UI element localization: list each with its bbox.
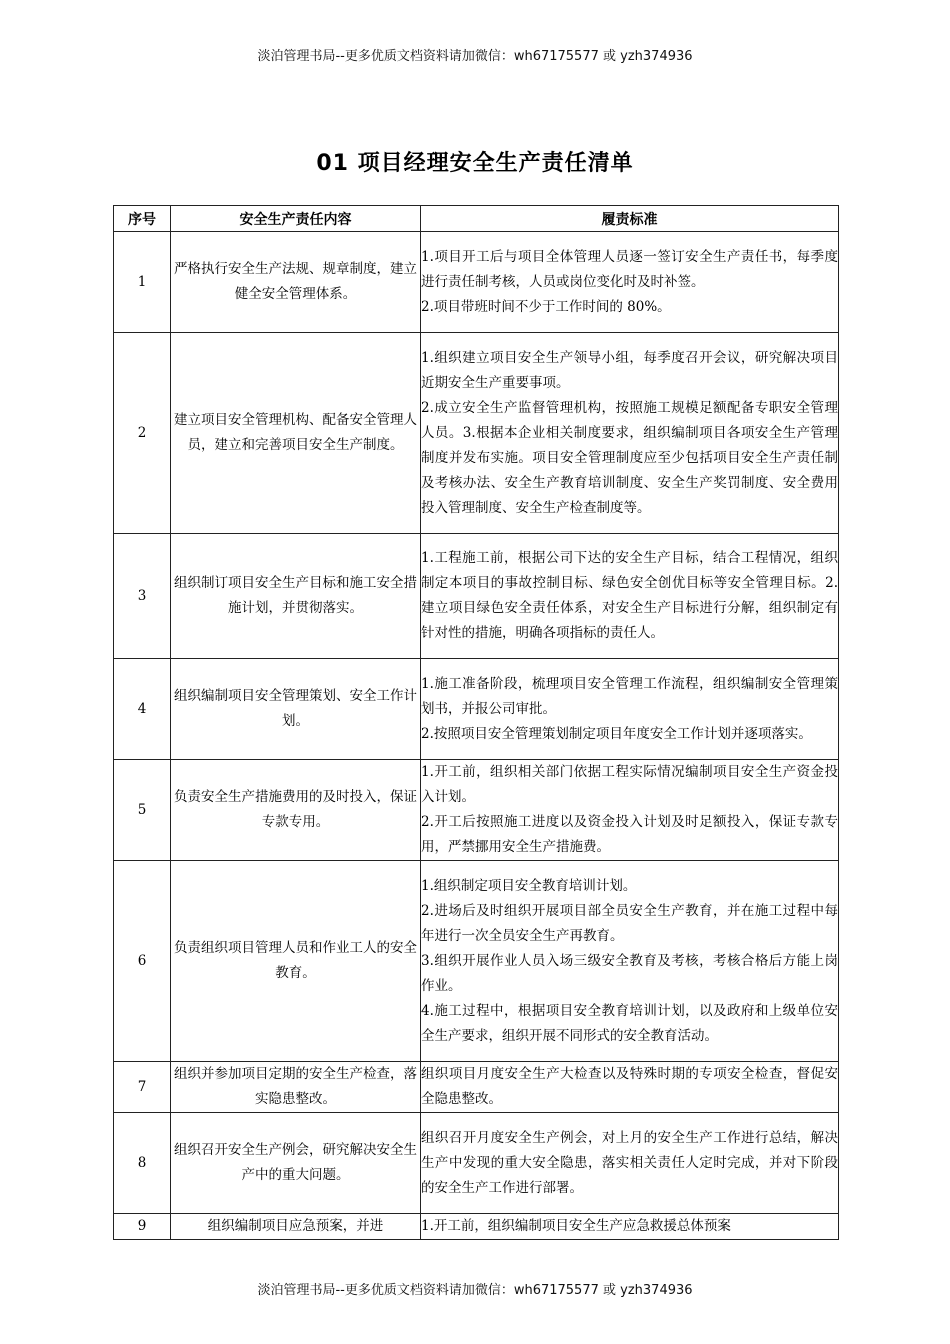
row-number: 7 (114, 1062, 171, 1113)
standard-item: 2.项目带班时间不少于工作时间的 80%。 (421, 298, 671, 315)
performance-standard (421, 760, 839, 861)
column-header-standard: 履责标准 (421, 206, 839, 232)
standard-item: 2.进场后及时组织开展项目部全员安全生产教育，并在施工过程中每年进行一次全员安全生产再教育。 (421, 902, 838, 944)
standard-item: 1.施工准备阶段，梳理项目安全管理工作流程，组织编制安全管理策划书，并报公司审批。 (421, 675, 838, 717)
table-row (114, 1113, 839, 1214)
standard-item: 组织项目月度安全生产大检查以及特殊时期的专项安全检查，督促安全隐患整改。 (421, 1066, 838, 1107)
document-title: 01 项目经理安全生产责任清单 (316, 151, 634, 176)
row-number: 3 (114, 534, 171, 659)
row-number: 9 (114, 1214, 171, 1240)
standard-item: 3.组织开展作业人员入场三级安全教育及考核，考核合格后方能上岗作业。 (421, 952, 838, 994)
responsibility-content: 负责组织项目管理人员和作业工人的安全教育。 (171, 861, 421, 1062)
row-number: 8 (114, 1113, 171, 1214)
page-header: 淡泊管理书局--更多优质文档资料请加微信：wh67175577 或 yzh374936 (257, 49, 693, 64)
performance-standard (421, 534, 839, 659)
performance-standard (421, 1062, 839, 1113)
row-number: 4 (114, 659, 171, 760)
table-row (114, 861, 839, 1062)
column-header-number: 序号 (114, 206, 171, 232)
responsibility-content: 组织并参加项目定期的安全生产检查，落实隐患整改。 (171, 1062, 421, 1113)
performance-standard (421, 333, 839, 534)
table-header-row (114, 206, 839, 232)
responsibility-content: 组织制订项目安全生产目标和施工安全措施计划，并贯彻落实。 (171, 534, 421, 659)
responsibility-table (113, 205, 839, 1240)
row-number: 1 (114, 232, 171, 333)
performance-standard (421, 1214, 839, 1240)
responsibility-content: 组织编制项目应急预案，并进 (171, 1214, 421, 1240)
standard-item: 2.开工后按照施工进度以及资金投入计划及时足额投入，保证专款专用，严禁挪用安全生产措施费。 (421, 814, 838, 855)
responsibility-content: 组织召开安全生产例会，研究解决安全生产中的重大问题。 (171, 1113, 421, 1214)
table-row (114, 333, 839, 534)
performance-standard (421, 659, 839, 760)
table-row (114, 232, 839, 333)
table-row (114, 534, 839, 659)
standard-item: 1.项目开工后与项目全体管理人员逐一签订安全生产责任书，每季度进行责任制考核，人员或岗位变化时及时补签。 (421, 248, 838, 290)
table-row (114, 659, 839, 760)
page-footer: 淡泊管理书局--更多优质文档资料请加微信：wh67175577 或 yzh374936 (257, 1283, 693, 1298)
standard-item: 2.按照项目安全管理策划制定项目年度安全工作计划并逐项落实。 (421, 725, 812, 742)
column-header-content: 安全生产责任内容 (171, 206, 421, 232)
table-row (114, 760, 839, 861)
table-row (114, 1214, 839, 1240)
standard-item: 1.组织制定项目安全教育培训计划。 (421, 877, 637, 894)
standard-item: 1.组织建立项目安全生产领导小组，每季度召开会议，研究解决项目近期安全生产重要事项。 (421, 349, 838, 391)
performance-standard (421, 861, 839, 1062)
performance-standard (421, 232, 839, 333)
standard-item: 1.开工前，组织相关部门依据工程实际情况编制项目安全生产资金投入计划。 (421, 764, 838, 805)
performance-standard (421, 1113, 839, 1214)
responsibility-content: 严格执行安全生产法规、规章制度，建立健全安全管理体系。 (171, 232, 421, 333)
responsibility-content: 建立项目安全管理机构、配备安全管理人员，建立和完善项目安全生产制度。 (171, 333, 421, 534)
standard-item: 1.工程施工前，根据公司下达的安全生产目标，结合工程情况，组织制定本项目的事故控制目标、绿色安全创优目标等安全管理目标。2.建立项目绿色安全责任体系，对安全生产目标进行分解，组织制定有针对性的措施，明确各项指标的责任人。 (421, 550, 838, 641)
row-number: 6 (114, 861, 171, 1062)
responsibility-content: 组织编制项目安全管理策划、安全工作计划。 (171, 659, 421, 760)
standard-item: 1.开工前，组织编制项目安全生产应急救援总体预案 (421, 1218, 731, 1234)
row-number: 2 (114, 333, 171, 534)
responsibility-content: 负责安全生产措施费用的及时投入，保证专款专用。 (171, 760, 421, 861)
table-row (114, 1062, 839, 1113)
row-number: 5 (114, 760, 171, 861)
standard-item: 2.成立安全生产监督管理机构，按照施工规模足额配备专职安全管理人员。3.根据本企业相关制度要求，组织编制项目各项安全生产管理制度并发布实施。项目安全管理制度应至少包括项目安全生产责任制及考核办法、安全生产教育培训制度、安全生产奖罚制度、安全费用投入管理制度、安全生产检查制度等。 (421, 399, 838, 516)
standard-item: 组织召开月度安全生产例会，对上月的安全生产工作进行总结，解决生产中发现的重大安全隐患，落实相关责任人定时完成，并对下阶段的安全生产工作进行部署。 (421, 1129, 838, 1196)
standard-item: 4.施工过程中，根据项目安全教育培训计划，以及政府和上级单位安全生产要求，组织开展不同形式的安全教育活动。 (421, 1002, 838, 1044)
